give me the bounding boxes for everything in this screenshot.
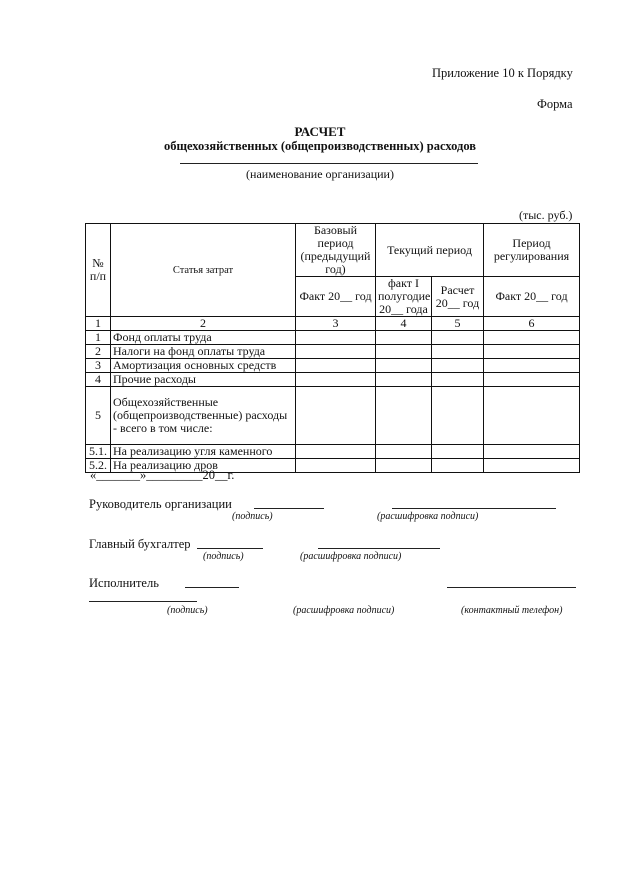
column-number: 3 [296,317,376,331]
value-cell[interactable] [376,359,432,373]
value-cell[interactable] [376,331,432,345]
document-subtitle: общехозяйственных (общепроизводственных) расходов [163,139,477,153]
column-number: 4 [376,317,432,331]
organization-name-caption: (наименование организации) [246,167,394,181]
row-item: Фонд оплаты труда [111,331,296,345]
value-cell[interactable] [376,445,432,459]
value-cell[interactable] [376,387,432,445]
row-number: 5 [86,387,111,445]
executor-phone-caption: (контактный телефон) [461,605,563,616]
row-item: Амортизация основных средств [111,359,296,373]
header-base-period: Базовый период (предыдущий год) [296,224,376,277]
value-cell[interactable] [296,331,376,345]
units-label: (тыс. руб.) [519,208,573,222]
expense-table [85,223,580,473]
executor-label: Исполнитель [89,576,159,590]
row-item: На реализацию дров [111,459,296,473]
row-number: 3 [86,359,111,373]
row-number: 5.1. [86,445,111,459]
column-number: 6 [484,317,580,331]
row-item: На реализацию угля каменного [111,445,296,459]
row-item: Налоги на фонд оплаты труда [111,345,296,359]
accountant-decoding-caption: (расшифровка подписи) [300,551,402,562]
value-cell[interactable] [432,345,484,359]
value-cell[interactable] [296,359,376,373]
header-current-calc: Расчет 20__ год [432,277,484,317]
row-item: Общехозяйственные (общепроизводственные) расходы - всего в том числе: [111,387,296,445]
date-line: «_______»_________20__г. [90,468,235,482]
value-cell[interactable] [484,359,580,373]
value-cell[interactable] [376,345,432,359]
executor-signature-line[interactable] [185,587,239,588]
table-row [86,373,580,387]
value-cell[interactable] [432,459,484,473]
table-row [86,331,580,345]
table-row [86,445,580,459]
row-number: 1 [86,331,111,345]
accountant-decoding-line[interactable] [318,548,440,549]
value-cell[interactable] [296,373,376,387]
head-decoding-line[interactable] [392,508,556,509]
row-item: Прочие расходы [111,373,296,387]
table-row [86,387,580,445]
accountant-label: Главный бухгалтер [89,537,191,551]
header-regulation-fact: Факт 20__ год [484,277,580,317]
row-number: 2 [86,345,111,359]
row-number: 5.2. [86,459,111,473]
accountant-signature-line[interactable] [197,548,263,549]
value-cell[interactable] [432,331,484,345]
value-cell[interactable] [432,359,484,373]
table-row [86,359,580,373]
value-cell[interactable] [484,445,580,459]
value-cell[interactable] [432,445,484,459]
head-label: Руководитель организации [89,497,232,511]
value-cell[interactable] [296,387,376,445]
value-cell[interactable] [484,331,580,345]
value-cell[interactable] [432,373,484,387]
header-num: № п/п [86,224,111,317]
column-number: 5 [432,317,484,331]
executor-phone-line[interactable] [447,587,576,588]
executor-signature-caption: (подпись) [167,605,208,616]
value-cell[interactable] [376,459,432,473]
head-signature-caption: (подпись) [232,511,273,522]
value-cell[interactable] [484,345,580,359]
column-number: 2 [111,317,296,331]
header-current-fact: факт I полугодие 20__ года [376,277,432,317]
value-cell[interactable] [376,373,432,387]
form-label: Форма [537,97,573,111]
document-title: РАСЧЕТ [294,124,346,139]
value-cell[interactable] [432,387,484,445]
value-cell[interactable] [484,459,580,473]
value-cell[interactable] [484,373,580,387]
accountant-signature-caption: (подпись) [203,551,244,562]
value-cell[interactable] [296,345,376,359]
header-base-fact: Факт 20__ год [296,277,376,317]
head-signature-line[interactable] [254,508,324,509]
executor-decoding-caption: (расшифровка подписи) [293,605,395,616]
appendix-reference: Приложение 10 к Порядку [432,66,573,80]
organization-name-line [180,163,478,164]
value-cell[interactable] [296,445,376,459]
value-cell[interactable] [484,387,580,445]
executor-name-line[interactable] [89,601,197,602]
header-current-period: Текущий период [376,224,484,277]
column-number: 1 [86,317,111,331]
row-number: 4 [86,373,111,387]
column-number-row [86,317,580,331]
table-row [86,345,580,359]
value-cell[interactable] [296,459,376,473]
header-item: Статья затрат [111,224,296,317]
header-regulation-period: Период регулирования [484,224,580,277]
head-decoding-caption: (расшифровка подписи) [377,511,479,522]
